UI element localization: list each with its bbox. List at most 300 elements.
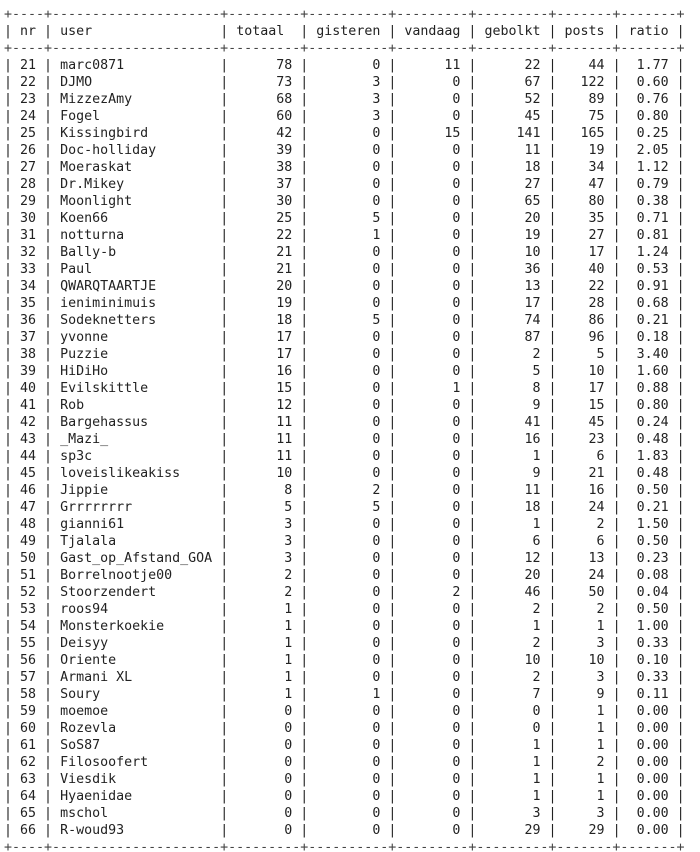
table-row: | 22 | DJMO | 73 | 3 | 0 | 67 | 122 | 0.60 |	[4, 75, 685, 90]
cell-ratio: 0.50	[620, 602, 677, 617]
cell-ratio: 3.40	[620, 347, 677, 362]
cell-user: Puzzie	[52, 347, 221, 362]
column-header-user: user	[52, 24, 221, 39]
cell-totaal: 2	[228, 568, 301, 583]
ascii-table	[4, 0, 700, 852]
cell-gebolkt: 10	[476, 653, 549, 668]
cell-ratio: 1.00	[620, 619, 677, 634]
cell-totaal: 11	[228, 432, 301, 447]
table-row: | 52 | Stoorzendert | 2 | 0 | 2 | 46 | 50 | 0.04 |	[4, 585, 685, 600]
cell-vandaag: 0	[396, 415, 469, 430]
cell-gisteren: 0	[308, 670, 389, 685]
cell-gisteren: 0	[308, 449, 389, 464]
cell-gebolkt: 17	[476, 296, 549, 311]
cell-ratio: 0.23	[620, 551, 677, 566]
cell-gisteren: 0	[308, 772, 389, 787]
cell-ratio: 0.53	[620, 262, 677, 277]
cell-posts: 16	[556, 483, 613, 498]
cell-gebolkt: 10	[476, 245, 549, 260]
cell-totaal: 11	[228, 415, 301, 430]
cell-gebolkt: 22	[476, 58, 549, 73]
cell-posts: 34	[556, 160, 613, 175]
cell-posts: 47	[556, 177, 613, 192]
cell-user: R-woud93	[52, 823, 221, 838]
cell-gebolkt: 19	[476, 228, 549, 243]
cell-ratio: 1.50	[620, 517, 677, 532]
cell-vandaag: 0	[396, 772, 469, 787]
cell-ratio: 0.25	[620, 126, 677, 141]
cell-nr: 25	[12, 126, 45, 141]
cell-gebolkt: 1	[476, 789, 549, 804]
cell-nr: 46	[12, 483, 45, 498]
table-row: | 34 | QWARQTAARTJE | 20 | 0 | 0 | 13 | 22 | 0.91 |	[4, 279, 685, 294]
cell-vandaag: 0	[396, 160, 469, 175]
table-row: | 66 | R-woud93 | 0 | 0 | 0 | 29 | 29 | 0.00 |	[4, 823, 685, 838]
table-row: | 51 | Borrelnootje00 | 2 | 0 | 0 | 20 | 24 | 0.08 |	[4, 568, 685, 583]
cell-posts: 86	[556, 313, 613, 328]
table-row: | 23 | MizzezAmy | 68 | 3 | 0 | 52 | 89 | 0.76 |	[4, 92, 685, 107]
cell-ratio: 0.00	[620, 772, 677, 787]
cell-ratio: 0.21	[620, 313, 677, 328]
cell-gisteren: 1	[308, 687, 389, 702]
cell-ratio: 0.00	[620, 704, 677, 719]
cell-vandaag: 0	[396, 602, 469, 617]
cell-vandaag: 0	[396, 483, 469, 498]
cell-totaal: 73	[228, 75, 301, 90]
cell-vandaag: 0	[396, 75, 469, 90]
cell-totaal: 0	[228, 789, 301, 804]
cell-ratio: 0.08	[620, 568, 677, 583]
cell-posts: 3	[556, 636, 613, 651]
cell-ratio: 0.00	[620, 789, 677, 804]
cell-vandaag: 0	[396, 551, 469, 566]
cell-nr: 58	[12, 687, 45, 702]
table-row: | 30 | Koen66 | 25 | 5 | 0 | 20 | 35 | 0.71 |	[4, 211, 685, 226]
cell-nr: 22	[12, 75, 45, 90]
cell-gebolkt: 41	[476, 415, 549, 430]
cell-totaal: 21	[228, 262, 301, 277]
cell-ratio: 0.11	[620, 687, 677, 702]
cell-ratio: 0.79	[620, 177, 677, 192]
table-row: | 36 | Sodeknetters | 18 | 5 | 0 | 74 | 86 | 0.21 |	[4, 313, 685, 328]
cell-gebolkt: 12	[476, 551, 549, 566]
cell-user: Sodeknetters	[52, 313, 221, 328]
cell-user: yvonne	[52, 330, 221, 345]
cell-ratio: 0.33	[620, 670, 677, 685]
cell-vandaag: 0	[396, 823, 469, 838]
table-row: | 28 | Dr.Mikey | 37 | 0 | 0 | 27 | 47 | 0.79 |	[4, 177, 685, 192]
cell-ratio: 0.00	[620, 823, 677, 838]
cell-gebolkt: 1	[476, 517, 549, 532]
cell-nr: 41	[12, 398, 45, 413]
cell-gisteren: 0	[308, 381, 389, 396]
cell-vandaag: 0	[396, 789, 469, 804]
cell-posts: 165	[556, 126, 613, 141]
table-row: | 41 | Rob | 12 | 0 | 0 | 9 | 15 | 0.80 |	[4, 398, 685, 413]
cell-posts: 15	[556, 398, 613, 413]
cell-nr: 38	[12, 347, 45, 362]
cell-totaal: 0	[228, 823, 301, 838]
cell-ratio: 0.68	[620, 296, 677, 311]
column-header-ratio: ratio	[620, 24, 677, 39]
cell-gebolkt: 67	[476, 75, 549, 90]
cell-nr: 28	[12, 177, 45, 192]
cell-posts: 1	[556, 772, 613, 787]
table-row: | 47 | Grrrrrrrr | 5 | 5 | 0 | 18 | 24 | 0.21 |	[4, 500, 685, 515]
cell-gisteren: 0	[308, 245, 389, 260]
cell-user: Viesdik	[52, 772, 221, 787]
cell-gisteren: 3	[308, 75, 389, 90]
cell-gisteren: 0	[308, 806, 389, 821]
cell-totaal: 1	[228, 636, 301, 651]
cell-user: Hyaenidae	[52, 789, 221, 804]
cell-gebolkt: 0	[476, 721, 549, 736]
cell-gebolkt: 9	[476, 398, 549, 413]
cell-posts: 29	[556, 823, 613, 838]
cell-posts: 122	[556, 75, 613, 90]
cell-gebolkt: 2	[476, 670, 549, 685]
cell-nr: 31	[12, 228, 45, 243]
cell-posts: 6	[556, 534, 613, 549]
cell-vandaag: 0	[396, 398, 469, 413]
cell-gebolkt: 18	[476, 160, 549, 175]
cell-posts: 23	[556, 432, 613, 447]
cell-posts: 2	[556, 517, 613, 532]
cell-vandaag: 0	[396, 738, 469, 753]
table-row: | 31 | notturna | 22 | 1 | 0 | 19 | 27 | 0.81 |	[4, 228, 685, 243]
cell-gisteren: 0	[308, 330, 389, 345]
cell-nr: 40	[12, 381, 45, 396]
cell-nr: 39	[12, 364, 45, 379]
cell-nr: 52	[12, 585, 45, 600]
cell-posts: 1	[556, 738, 613, 753]
cell-totaal: 0	[228, 755, 301, 770]
table-row: | 50 | Gast_op_Afstand_GOA | 3 | 0 | 0 | 12 | 13 | 0.23 |	[4, 551, 685, 566]
cell-user: loveislikeakiss	[52, 466, 221, 481]
cell-gisteren: 0	[308, 704, 389, 719]
cell-posts: 10	[556, 364, 613, 379]
cell-ratio: 0.00	[620, 738, 677, 753]
cell-gisteren: 3	[308, 109, 389, 124]
cell-posts: 24	[556, 500, 613, 515]
cell-nr: 57	[12, 670, 45, 685]
cell-posts: 80	[556, 194, 613, 209]
table-row: | 57 | Armani XL | 1 | 0 | 0 | 2 | 3 | 0.33 |	[4, 670, 685, 685]
cell-posts: 89	[556, 92, 613, 107]
cell-gisteren: 0	[308, 160, 389, 175]
cell-ratio: 0.80	[620, 109, 677, 124]
cell-gebolkt: 0	[476, 704, 549, 719]
table-row: | 64 | Hyaenidae | 0 | 0 | 0 | 1 | 1 | 0.00 |	[4, 789, 685, 804]
cell-posts: 22	[556, 279, 613, 294]
cell-nr: 60	[12, 721, 45, 736]
cell-user: notturna	[52, 228, 221, 243]
cell-user: _Mazi_	[52, 432, 221, 447]
cell-totaal: 78	[228, 58, 301, 73]
table-row: | 39 | HiDiHo | 16 | 0 | 0 | 5 | 10 | 1.60 |	[4, 364, 685, 379]
cell-user: Koen66	[52, 211, 221, 226]
cell-vandaag: 0	[396, 296, 469, 311]
cell-totaal: 1	[228, 619, 301, 634]
cell-gebolkt: 1	[476, 772, 549, 787]
cell-vandaag: 0	[396, 279, 469, 294]
cell-nr: 44	[12, 449, 45, 464]
cell-nr: 45	[12, 466, 45, 481]
cell-posts: 1	[556, 619, 613, 634]
cell-ratio: 0.48	[620, 466, 677, 481]
table-row: | 55 | Deisyy | 1 | 0 | 0 | 2 | 3 | 0.33 |	[4, 636, 685, 651]
table-row: | 56 | Oriente | 1 | 0 | 0 | 10 | 10 | 0.10 |	[4, 653, 685, 668]
cell-nr: 42	[12, 415, 45, 430]
cell-user: Stoorzendert	[52, 585, 221, 600]
cell-vandaag: 0	[396, 466, 469, 481]
cell-user: ieniminimuis	[52, 296, 221, 311]
table-row: | 62 | Filosoofert | 0 | 0 | 0 | 1 | 2 | 0.00 |	[4, 755, 685, 770]
table-row: | 32 | Bally-b | 21 | 0 | 0 | 10 | 17 | 1.24 |	[4, 245, 685, 260]
cell-user: HiDiHo	[52, 364, 221, 379]
cell-vandaag: 0	[396, 228, 469, 243]
cell-posts: 45	[556, 415, 613, 430]
cell-vandaag: 0	[396, 330, 469, 345]
cell-vandaag: 0	[396, 534, 469, 549]
cell-vandaag: 15	[396, 126, 469, 141]
cell-vandaag: 0	[396, 500, 469, 515]
cell-totaal: 1	[228, 687, 301, 702]
cell-posts: 24	[556, 568, 613, 583]
cell-nr: 27	[12, 160, 45, 175]
cell-user: Moeraskat	[52, 160, 221, 175]
cell-nr: 62	[12, 755, 45, 770]
cell-ratio: 0.50	[620, 483, 677, 498]
cell-user: Evilskittle	[52, 381, 221, 396]
cell-gisteren: 0	[308, 415, 389, 430]
cell-vandaag: 0	[396, 245, 469, 260]
cell-user: Fogel	[52, 109, 221, 124]
cell-vandaag: 0	[396, 194, 469, 209]
cell-ratio: 0.00	[620, 755, 677, 770]
cell-gebolkt: 3	[476, 806, 549, 821]
cell-vandaag: 0	[396, 92, 469, 107]
table-row: | 33 | Paul | 21 | 0 | 0 | 36 | 40 | 0.53 |	[4, 262, 685, 277]
cell-gebolkt: 2	[476, 347, 549, 362]
cell-gisteren: 0	[308, 126, 389, 141]
cell-ratio: 1.77	[620, 58, 677, 73]
cell-posts: 28	[556, 296, 613, 311]
cell-totaal: 2	[228, 585, 301, 600]
cell-ratio: 0.10	[620, 653, 677, 668]
cell-user: moemoe	[52, 704, 221, 719]
cell-posts: 3	[556, 670, 613, 685]
cell-gisteren: 0	[308, 534, 389, 549]
cell-gebolkt: 65	[476, 194, 549, 209]
cell-user: roos94	[52, 602, 221, 617]
cell-posts: 35	[556, 211, 613, 226]
cell-vandaag: 11	[396, 58, 469, 73]
cell-vandaag: 0	[396, 313, 469, 328]
cell-nr: 48	[12, 517, 45, 532]
cell-posts: 17	[556, 381, 613, 396]
table-row: | 48 | gianni61 | 3 | 0 | 0 | 1 | 2 | 1.50 |	[4, 517, 685, 532]
cell-totaal: 0	[228, 772, 301, 787]
cell-posts: 5	[556, 347, 613, 362]
cell-totaal: 0	[228, 721, 301, 736]
table-row: | 27 | Moeraskat | 38 | 0 | 0 | 18 | 34 | 1.12 |	[4, 160, 685, 175]
cell-totaal: 37	[228, 177, 301, 192]
cell-gebolkt: 16	[476, 432, 549, 447]
cell-gebolkt: 18	[476, 500, 549, 515]
cell-gebolkt: 13	[476, 279, 549, 294]
cell-ratio: 0.81	[620, 228, 677, 243]
cell-user: Deisyy	[52, 636, 221, 651]
cell-posts: 13	[556, 551, 613, 566]
cell-totaal: 1	[228, 602, 301, 617]
cell-vandaag: 2	[396, 585, 469, 600]
cell-gisteren: 5	[308, 500, 389, 515]
cell-ratio: 0.38	[620, 194, 677, 209]
cell-totaal: 39	[228, 143, 301, 158]
cell-vandaag: 0	[396, 619, 469, 634]
table-row: | 58 | Soury | 1 | 1 | 0 | 7 | 9 | 0.11 |	[4, 687, 685, 702]
cell-nr: 56	[12, 653, 45, 668]
cell-gisteren: 0	[308, 585, 389, 600]
cell-gisteren: 0	[308, 619, 389, 634]
table-row: | 59 | moemoe | 0 | 0 | 0 | 0 | 1 | 0.00 |	[4, 704, 685, 719]
cell-gisteren: 0	[308, 755, 389, 770]
cell-nr: 63	[12, 772, 45, 787]
cell-gebolkt: 36	[476, 262, 549, 277]
cell-gisteren: 0	[308, 636, 389, 651]
cell-totaal: 17	[228, 347, 301, 362]
column-header-posts: posts	[556, 24, 613, 39]
cell-gebolkt: 1	[476, 755, 549, 770]
cell-totaal: 8	[228, 483, 301, 498]
cell-gisteren: 3	[308, 92, 389, 107]
cell-user: Grrrrrrrr	[52, 500, 221, 515]
cell-user: Oriente	[52, 653, 221, 668]
column-header-totaal: totaal	[228, 24, 301, 39]
cell-vandaag: 0	[396, 670, 469, 685]
cell-nr: 32	[12, 245, 45, 260]
cell-totaal: 1	[228, 670, 301, 685]
cell-totaal: 25	[228, 211, 301, 226]
table-row: | 21 | marc0871 | 78 | 0 | 11 | 22 | 44 | 1.77 |	[4, 58, 685, 73]
column-header-vandaag: vandaag	[396, 24, 469, 39]
cell-nr: 21	[12, 58, 45, 73]
cell-ratio: 2.05	[620, 143, 677, 158]
cell-gebolkt: 74	[476, 313, 549, 328]
table-row: | 46 | Jippie | 8 | 2 | 0 | 11 | 16 | 0.50 |	[4, 483, 685, 498]
cell-user: Bargehassus	[52, 415, 221, 430]
table-row: | 37 | yvonne | 17 | 0 | 0 | 87 | 96 | 0.18 |	[4, 330, 685, 345]
cell-gebolkt: 9	[476, 466, 549, 481]
cell-gisteren: 5	[308, 313, 389, 328]
cell-nr: 55	[12, 636, 45, 651]
cell-posts: 10	[556, 653, 613, 668]
cell-user: Borrelnootje00	[52, 568, 221, 583]
cell-user: gianni61	[52, 517, 221, 532]
cell-totaal: 11	[228, 449, 301, 464]
cell-gisteren: 0	[308, 58, 389, 73]
cell-user: Dr.Mikey	[52, 177, 221, 192]
cell-ratio: 0.60	[620, 75, 677, 90]
cell-nr: 51	[12, 568, 45, 583]
cell-gisteren: 0	[308, 398, 389, 413]
cell-ratio: 0.48	[620, 432, 677, 447]
cell-nr: 47	[12, 500, 45, 515]
cell-user: Bally-b	[52, 245, 221, 260]
cell-gebolkt: 20	[476, 211, 549, 226]
cell-vandaag: 0	[396, 211, 469, 226]
cell-nr: 37	[12, 330, 45, 345]
cell-gisteren: 0	[308, 721, 389, 736]
cell-user: Soury	[52, 687, 221, 702]
cell-vandaag: 0	[396, 262, 469, 277]
cell-gisteren: 0	[308, 738, 389, 753]
cell-gisteren: 0	[308, 466, 389, 481]
cell-vandaag: 0	[396, 109, 469, 124]
cell-totaal: 12	[228, 398, 301, 413]
cell-vandaag: 0	[396, 347, 469, 362]
cell-totaal: 1	[228, 653, 301, 668]
cell-user: Jippie	[52, 483, 221, 498]
cell-vandaag: 0	[396, 517, 469, 532]
cell-totaal: 60	[228, 109, 301, 124]
cell-totaal: 20	[228, 279, 301, 294]
cell-nr: 33	[12, 262, 45, 277]
cell-posts: 75	[556, 109, 613, 124]
cell-user: Monsterkoekie	[52, 619, 221, 634]
cell-user: Filosoofert	[52, 755, 221, 770]
cell-user: Tjalala	[52, 534, 221, 549]
cell-posts: 1	[556, 789, 613, 804]
cell-gisteren: 0	[308, 177, 389, 192]
cell-totaal: 0	[228, 738, 301, 753]
cell-totaal: 0	[228, 806, 301, 821]
cell-ratio: 0.76	[620, 92, 677, 107]
cell-totaal: 17	[228, 330, 301, 345]
cell-vandaag: 0	[396, 177, 469, 192]
table-row: | 60 | Rozevla | 0 | 0 | 0 | 0 | 1 | 0.00 |	[4, 721, 685, 736]
cell-ratio: 0.71	[620, 211, 677, 226]
cell-gebolkt: 45	[476, 109, 549, 124]
cell-ratio: 0.21	[620, 500, 677, 515]
cell-posts: 6	[556, 449, 613, 464]
cell-totaal: 21	[228, 245, 301, 260]
cell-posts: 2	[556, 755, 613, 770]
cell-user: Rob	[52, 398, 221, 413]
cell-ratio: 1.83	[620, 449, 677, 464]
cell-totaal: 3	[228, 517, 301, 532]
cell-posts: 1	[556, 721, 613, 736]
cell-posts: 40	[556, 262, 613, 277]
cell-gisteren: 0	[308, 143, 389, 158]
cell-user: Gast_op_Afstand_GOA	[52, 551, 221, 566]
table-row: | 43 | _Mazi_ | 11 | 0 | 0 | 16 | 23 | 0.48 |	[4, 432, 685, 447]
cell-posts: 96	[556, 330, 613, 345]
table-row: | 63 | Viesdik | 0 | 0 | 0 | 1 | 1 | 0.00 |	[4, 772, 685, 787]
cell-user: Moonlight	[52, 194, 221, 209]
cell-posts: 50	[556, 585, 613, 600]
cell-user: marc0871	[52, 58, 221, 73]
cell-vandaag: 0	[396, 143, 469, 158]
cell-vandaag: 0	[396, 364, 469, 379]
table-row: | 38 | Puzzie | 17 | 0 | 0 | 2 | 5 | 3.40 |	[4, 347, 685, 362]
cell-vandaag: 0	[396, 636, 469, 651]
cell-totaal: 18	[228, 313, 301, 328]
cell-nr: 35	[12, 296, 45, 311]
table-border-top: +----+---------------------+---------+----------+---------+---------+-------+-------+	[4, 7, 685, 22]
cell-totaal: 38	[228, 160, 301, 175]
